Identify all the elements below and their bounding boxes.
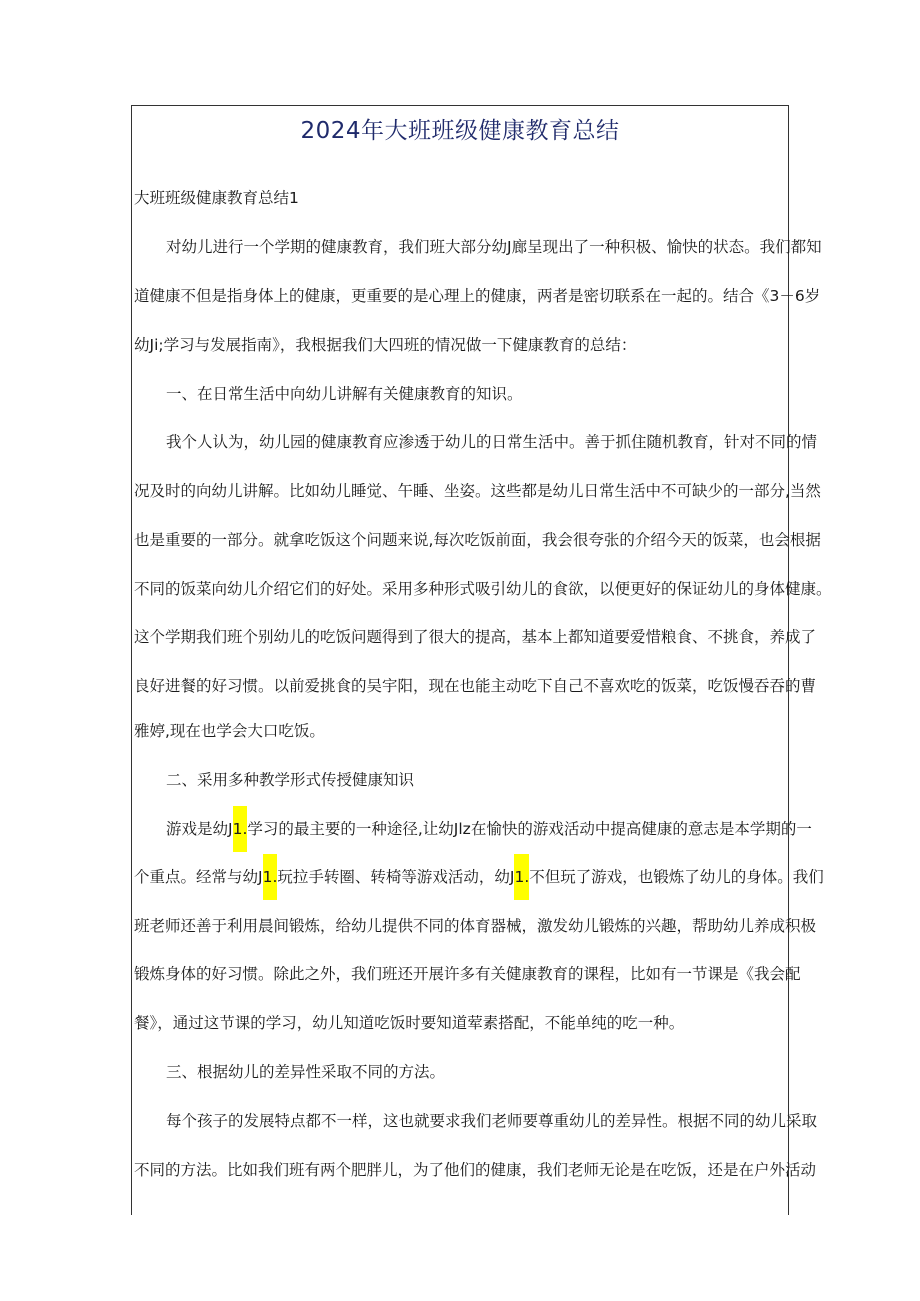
paragraph-line: 这个学期我们班个别幼儿的吃饭问题得到了很大的提高，基本上都知道要爱惜粮食、不挑食，养成了 — [134, 628, 817, 646]
text-span: 玩拉手转圈、转椅等游戏活动，幼J — [277, 868, 515, 886]
paragraph-line: 每个孩子的发展特点都不一样，这也就要求我们老师要尊重幼儿的差异性。根据不同的幼儿采取 — [166, 1112, 818, 1130]
paragraph-line: 班老师还善于利用晨间锻炼，给幼儿提供不同的体育器械，激发幼儿锻炼的兴趣，帮助幼儿养成积极 — [134, 917, 817, 935]
paragraph-line: 不同的饭菜向幼儿介绍它们的好处。采用多种形式吸引幼儿的食欲，以便更好的保证幼儿的身体健康。 — [134, 580, 832, 598]
paragraph-line: 幼Ji;学习与发展指南》，我根据我们大四班的情况做一下健康教育的总结： — [134, 336, 637, 354]
paragraph-line: 锻炼身体的好习惯。除此之外，我们班还开展许多有关健康教育的课程，比如有一节课是《我会配 — [134, 965, 801, 983]
page-frame — [131, 105, 832, 1215]
paragraph-line-highlighted — [134, 866, 824, 888]
paragraph-line: 对幼儿进行一个学期的健康教育，我们班大部分幼J廊呈现出了一种积极、愉快的状态。我们都知 — [166, 238, 822, 256]
paragraph-line-highlighted — [134, 818, 812, 840]
section-heading-1: 一、在日常生活中向幼儿讲解有关健康教育的知识。 — [166, 385, 523, 403]
paragraph-line: 良好进餐的好习惯。以前爱挑食的吴宇阳，现在也能主动吃下自己不喜欢吃的饭菜，吃饭慢吞吞的曹 — [134, 677, 817, 695]
text-span: 个重点。经常与幼J — [134, 868, 263, 886]
paragraph-line: 不同的方法。比如我们班有两个肥胖儿，为了他们的健康，我们老师无论是在吃饭，还是在户外活动 — [134, 1161, 817, 1179]
section-subtitle: 大班班级健康教育总结1 — [134, 189, 299, 207]
paragraph-line: 况及时的向幼儿讲解。比如幼儿睡觉、午睡、坐姿。这些都是幼儿日常生活中不可缺少的一部分,当然 — [134, 482, 821, 500]
section-heading-2: 二、采用多种教学形式传授健康知识 — [166, 771, 415, 789]
paragraph-line: 餐》，通过这节课的学习，幼儿知道吃饭时要知道荤素搭配，不能单纯的吃一种。 — [134, 1014, 685, 1032]
highlight-mark: 1. — [514, 854, 529, 900]
paragraph-line: 我个人认为，幼儿园的健康教育应渗透于幼儿的日常生活中。善于抓住随机教育，针对不同的情 — [166, 433, 818, 451]
text-span: 学习的最主要的一种途径,让幼Jlz在愉快的游戏活动中提高健康的意志是本学期的一 — [247, 820, 812, 838]
paragraph-line: 道健康不但是指身体上的健康，更重要的是心理上的健康，两者是密切联系在一起的。结合《3－6岁 — [134, 287, 821, 305]
highlight-mark: 1. — [233, 806, 248, 852]
paragraph-line: 也是重要的一部分。就拿吃饭这个问题来说,每次吃饭前面，我会很夸张的介绍今天的饭菜，也会根据 — [134, 531, 821, 549]
section-heading-3: 三、根据幼儿的差异性采取不同的方法。 — [166, 1063, 446, 1081]
document-title: 2024年大班班级健康教育总结 — [300, 118, 620, 144]
text-span: 不但玩了游戏，也锻炼了幼儿的身体。我们 — [529, 868, 824, 886]
paragraph-line: 雅婷,现在也学会大口吃饭。 — [134, 722, 325, 740]
text-span: 游戏是幼J — [166, 820, 233, 838]
highlight-mark: 1. — [263, 854, 278, 900]
